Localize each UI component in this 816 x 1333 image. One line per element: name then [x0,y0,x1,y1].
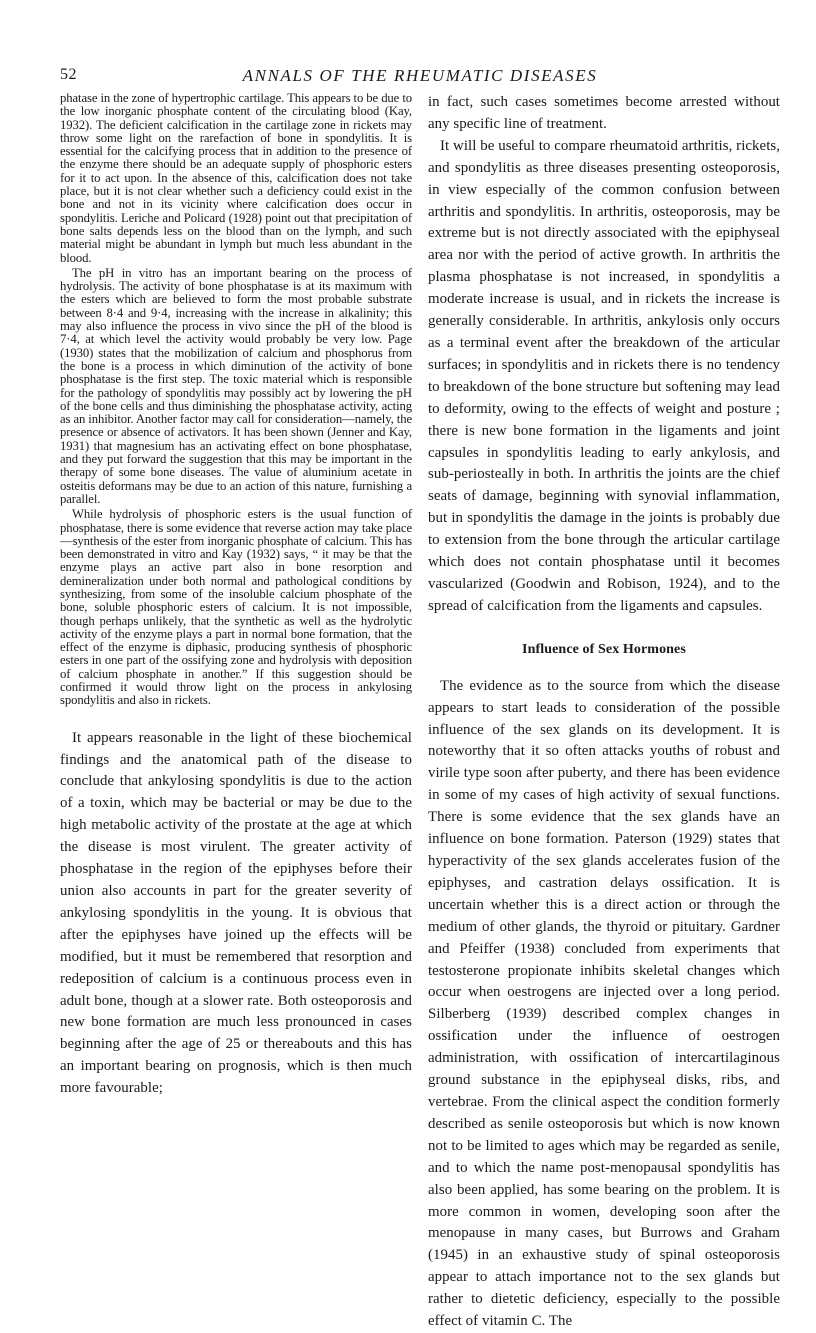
paragraph-phosphatase-continuation: phatase in the zone of hypertrophic cartilage. This appears to be due to the low inorganic phosphate content of the circulating blood (Kay, 1932). The deficient calcification in the cartilage zone in rickets may throw some light on the rarefaction of bone in spondylitis. It is essential for the calcifying process that in addition to the presence of the enzyme there should be an adequate supply of phosphoric esters for it to act upon. In the absence of this, calcification does not take place, but it is not clear whether such a deficiency could exist in the bone and not in its vicinity where calcification does occur in spondylitis. Leriche and Policard (1928) point out that precipitation of bone salts depends less on the blood than on the lymph, and such material might be abundant in lymph but much less abundant in the blood. [60,91,412,265]
paragraph-toxin-conclusion: It appears reasonable in the light of these biochemical findings and the anatomical path of the disease to conclude that ankylosing spondylitis is due to the action of a toxin, which may be bacterial or may be due to the high metabolic activity of the prostate at the age at which the disease is most virulent. The greater activity of phosphatase in the region of the epiphyses before their union also accounts in part for the greater severity of ankylosing spondylitis in the young. It is obvious that after the epiphyses have joined up the effects will be modified, but it must be remembered that resorption and redeposition of calcium is a continuous process even in adult bone, though at a slower rate. Both osteoporosis and new bone formation are much less pronounced in cases beginning after the age of 25 or thereabouts and this has an important bearing on prognosis, which is then much more favourable; [60,729,412,1097]
left-column [60,92,412,1100]
paragraph-continuation: in fact, such cases sometimes become arrested without any specific line of treatment. [428,94,780,132]
paragraph-hydrolysis: While hydrolysis of phosphoric esters is the usual function of phosphatase, there is some evidence that reverse action may take place—synthesis of the ester from inorganic phosphate of calcium. This has been demonstrated in vitro and Kay (1932) says, “ it may be that the enzyme plays an active part also in bone resorption and demineralization under both normal and pathological conditions by synthesizing, from some of the insoluble calcium phosphate of the bone, soluble phosphoric esters of calcium. It is not impossible, though perhaps unlikely, that the synthetic as well as the hydrolytic activity of the enzyme plays a part in normal bone formation, that the effect of the enzyme is diphasic, producing synthesis of phosphoric esters in one part of the ossifying zone and hydrolysis with deposition of calcium phosphate in another.” If this suggestion should be confirmed it would throw light on the process in ankylosing spondylitis and also in rickets. [60,507,412,708]
paragraph-comparison: It will be useful to compare rheumatoid arthritis, rickets, and spondylitis as three diseases presenting osteoporosis, in view especially of the common confusion between arthritis and spondylitis. In arthritis, osteoporosis, may be extreme but is not directly associated with the epiphyseal area nor with the period of active growth. In arthritis the plasma phosphatase is not increased, in spondylitis a moderate increase is usual, and in rickets the increase is generally considerable. In arthritis, ankylosis only occurs as a terminal event after the breakdown of the articular surfaces; in spondylitis and in rickets there is no tendency to breakdown of the bone structure but softening may lead to deformity, owing to the effects of weight and posture ; there is new bone formation in the ligaments and joint capsules in spondylitis leading to early ankylosis, and sub-periosteally in both. In arthritis the joints are the chief seats of damage, beginning with synovial inflammation, but in spondylitis the damage in the joints is probably due to extension from the bone through the articular cartilage which does not contain phosphatase until it becomes vascularized (Goodwin and Robison, 1924), and to the spread of calcification from the ligaments and capsules. [428,137,780,614]
small-print-block [60,92,412,708]
page-header [60,66,780,90]
paragraph-ph-in-vitro: The pH in vitro has an important bearing on the process of hydrolysis. The activity of bone phosphatase is at its maximum with the esters which are believed to form the most probable substrate between 8·4 and 9·4, increasing with the increase in alkalinity; this may also influence the process in vivo since the pH of the blood is 7·4, at which level the activity would probably be very low. Page (1930) states that the mobilization of calcium and phosphorus from the bone is a process in which diminution of the activity of bone phosphatase is the first step. The toxic material which is responsible for the pathology of spondylitis may possibly act by lowering the pH of the bone cells and thus diminishing the phosphatase activity, acting as an inhibitor. Another factor may call for consideration—namely, the presence or absence of activators. It has been shown (Jenner and Kay, 1931) that magnesium has an activating effect on bone phosphatase, and they put forward the suggestion that this may be important in the therapy of some bone diseases. The value of aluminium acetate in osteitis deformans may be due to an action of this nature, furnishing a parallel. [60,265,412,506]
running-title: ANNALS OF THE RHEUMATIC DISEASES [242,66,598,85]
right-column [428,92,780,1333]
page-number: 52 [60,66,77,83]
section-heading: Influence of Sex Hormones [522,641,686,657]
paragraph-sex-hormones: The evidence as to the source from which the disease appears to start leads to consideration of the possible influence of the sex glands on its development. It is noteworthy that it so often attacks youths of robust and virile type soon after puberty, and there has been evidence in some of my cases of high activity of sexual functions. There is some evidence that the sex glands have an influence on bone formation. Paterson (1929) states that hyperactivity of the sex glands accelerates fusion of the epiphyses, and castration delays ossification. It is uncertain whether this is a direct action or through the medium of other glands, the thyroid or pituitary. Gardner and Pfeiffer (1938) concluded from experiments that testosterone propionate inhibits skeletal changes which occur when oestrogens are injected over a long period. Silberberg (1939) described complex changes in ossification under the influence of oestrogen administration, with ossification of intercartilaginous ground substance in the epiphyseal disks, ribs, and vertebrae. From the clinical aspect the condition formerly described as senile osteoporosis but which is now known not to be limited to ages which may be regarded as senile, and to which the name post-menopausal spondylitis has also been applied, has some bearing on the problem. It is more common in women, developing soon after the menopause in many cases, but Burrows and Graham (1945) in an exhaustive study of spinal osteoporosis appear to attach importance not to the sex glands but rather to dietetic deficiency, especially to the possible effect of vitamin C. The [428,677,780,1330]
body-text-block [60,728,412,1100]
